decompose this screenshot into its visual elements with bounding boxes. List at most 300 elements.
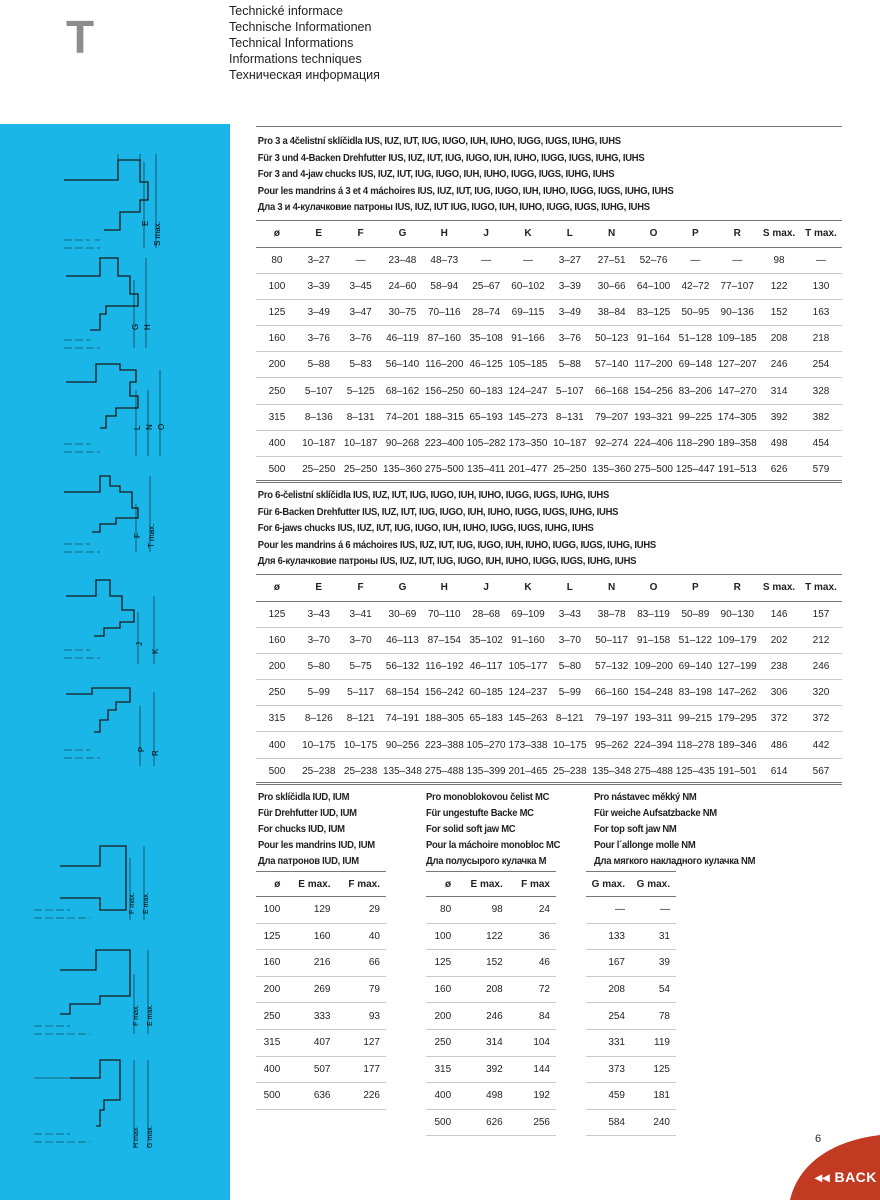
table-cell: 51–128 (674, 326, 716, 352)
table-cell: 25–238 (298, 758, 340, 784)
table-row (256, 732, 842, 758)
table-cell: 147–262 (716, 680, 758, 706)
table-row (256, 1003, 386, 1030)
column-header: F (340, 574, 382, 601)
table-row (586, 1003, 676, 1030)
table-cell: 173–350 (507, 430, 549, 456)
table-cell: 56–132 (382, 653, 424, 679)
table-cell: 135–360 (591, 457, 633, 483)
header-line: Informations techniques (229, 52, 362, 66)
table-cell: 179–295 (716, 706, 758, 732)
table-cell: 125–435 (674, 758, 716, 784)
table-cell: 68–162 (382, 378, 424, 404)
dim-label: L (133, 425, 142, 430)
table-cell: 152 (758, 299, 800, 325)
table-cell: 125 (256, 601, 298, 627)
table-cell: 320 (800, 680, 842, 706)
column-header: L (549, 574, 591, 601)
table-cell: 65–193 (465, 404, 507, 430)
table-cell: 373 (586, 1056, 631, 1083)
table-cell: 90–256 (382, 732, 424, 758)
table-cell: 167 (586, 950, 631, 977)
table-cell: 46–125 (465, 352, 507, 378)
table-cell: 269 (286, 976, 336, 1003)
table-cell: 38–84 (591, 299, 633, 325)
table-cell: 192 (509, 1083, 556, 1110)
table-row (586, 897, 676, 924)
table-header-row (256, 574, 842, 601)
table-section-iud-mc-nm (256, 782, 842, 1129)
column-header: L (549, 220, 591, 247)
table-cell: 87–160 (423, 326, 465, 352)
table-cell: — (340, 247, 382, 273)
table-cell: 315 (426, 1056, 457, 1083)
header-line: Technische Informationen (229, 20, 372, 34)
dim-label: R (151, 750, 160, 756)
jaw-diagram-3 (60, 360, 170, 460)
table-cell: 3–76 (549, 326, 591, 352)
table-cell: 65–183 (465, 706, 507, 732)
title-line: Pour l´allonge molle NM (594, 839, 696, 851)
table-cell: 91–164 (633, 326, 675, 352)
table-cell: 314 (758, 378, 800, 404)
table-row (426, 923, 556, 950)
column-header: G (382, 574, 424, 601)
table-cell: 5–88 (549, 352, 591, 378)
column-header: H (423, 220, 465, 247)
table-cell: 10–175 (340, 732, 382, 758)
column-header: T max. (800, 220, 842, 247)
table-cell: 145–263 (507, 706, 549, 732)
table-cell: 173–338 (507, 732, 549, 758)
table-cell: 124–237 (507, 680, 549, 706)
table-row (256, 601, 842, 627)
table-cell: 28–74 (465, 299, 507, 325)
table-cell: 91–158 (633, 627, 675, 653)
table-cell: 90–268 (382, 430, 424, 456)
title-line: Für ungestufte Backe MC (426, 807, 534, 819)
table-cell: 254 (586, 1003, 631, 1030)
table-cell: 83–125 (633, 299, 675, 325)
dim-label: E max. (147, 1004, 154, 1026)
table-cell: 105–177 (507, 653, 549, 679)
table-cell: 51–122 (674, 627, 716, 653)
table-cell: 5–88 (298, 352, 340, 378)
table-cell: 372 (800, 706, 842, 732)
table-cell: 154–256 (633, 378, 675, 404)
table-cell: 93 (337, 1003, 387, 1030)
table-cell: 188–315 (423, 404, 465, 430)
title-line: Pour les mandrins á 6 máchoires IUS, IUZ, IUT, IUG, IUGO, IUH, IUHO, IUGG, IUGS, IUHG, IUHS (257, 538, 656, 551)
column-header: J (465, 220, 507, 247)
table-cell: 3–70 (298, 627, 340, 653)
table-cell: 152 (457, 950, 509, 977)
table-cell: 193–311 (633, 706, 675, 732)
table-cell: 25–238 (340, 758, 382, 784)
table-cell: 87–154 (423, 627, 465, 653)
table-cell: 314 (457, 1029, 509, 1056)
table-cell: 254 (800, 352, 842, 378)
table-cell: 56–140 (382, 352, 424, 378)
table-cell: 74–201 (382, 404, 424, 430)
table-cell: 109–179 (716, 627, 758, 653)
table-cell: 226 (337, 1083, 387, 1110)
table-cell: 91–166 (507, 326, 549, 352)
table-cell: 328 (800, 378, 842, 404)
title-line: Дла 3 и 4-кулачковие патроны IUS, IUZ, IUT IUG, IUGO, IUH, IUHO, IUGG, IUGS, IUHG, IUHS (257, 201, 650, 213)
table-cell: 156–250 (423, 378, 465, 404)
table-cell: 400 (256, 1056, 286, 1083)
table-cell: 69–109 (507, 601, 549, 627)
header-titles (229, 3, 380, 83)
table-cell: 135–348 (591, 758, 633, 784)
table-row (256, 1029, 386, 1056)
table-cell: 24 (509, 897, 556, 924)
dim-label: F (133, 533, 142, 538)
table-cell: 191–501 (716, 758, 758, 784)
table-cell: 10–175 (298, 732, 340, 758)
back-button-shape[interactable] (790, 1135, 880, 1200)
table-row (256, 653, 842, 679)
table-cell: 118–290 (674, 430, 716, 456)
table-row (586, 1056, 676, 1083)
table-cell: 79–197 (591, 706, 633, 732)
column-header: T max. (800, 574, 842, 601)
table-cell: 3–43 (549, 601, 591, 627)
table-cell: 188–305 (423, 706, 465, 732)
table-cell: 250 (256, 680, 298, 706)
table-header-row (426, 872, 556, 897)
table-cell: 3–49 (298, 299, 340, 325)
table-cell: 400 (256, 732, 298, 758)
section-titles (256, 127, 783, 220)
table-cell: 392 (758, 404, 800, 430)
table-cell: 50–117 (591, 627, 633, 653)
table-cell: 208 (758, 326, 800, 352)
table-cell: 122 (457, 923, 509, 950)
table-cell: 156–242 (423, 680, 465, 706)
column-header: J (465, 574, 507, 601)
table-cell: 135–411 (465, 457, 507, 483)
double-arrow-left-icon: ◂◂ (815, 1169, 831, 1185)
table-cell: 74–191 (382, 706, 424, 732)
jaw-diagram-7 (30, 838, 170, 928)
table-cell: 3–27 (549, 247, 591, 273)
table-cell: 104 (509, 1029, 556, 1056)
jaw-diagram-9 (30, 1052, 170, 1152)
table-cell: 135–360 (382, 457, 424, 483)
table-cell: 275–488 (633, 758, 675, 784)
header-line: Техническая информация (229, 68, 380, 82)
table-cell: 42–72 (674, 273, 716, 299)
column-header: E max. (286, 872, 336, 897)
table-cell: — (716, 247, 758, 273)
table-cell: 48–73 (423, 247, 465, 273)
column-header: ø (256, 872, 286, 897)
table-cell: 240 (631, 1109, 676, 1136)
table-cell: 8–131 (340, 404, 382, 430)
table-cell: 8–136 (298, 404, 340, 430)
table-cell: 25–250 (298, 457, 340, 483)
table-cell: 5–125 (340, 378, 382, 404)
table-row (426, 1109, 556, 1136)
table-cell: 5–107 (298, 378, 340, 404)
table-row (256, 897, 386, 924)
table-cell: 72 (509, 976, 556, 1003)
dim-label: H max. (133, 1125, 140, 1148)
table-cell: 99–225 (674, 404, 716, 430)
title-line: Für 3 und 4-Backen Drehfutter IUS, IUZ, IUT, IUG, IUGO, IUH, IUHO, IUGG, IUGS, IUHG, IUHS (257, 151, 645, 164)
table-cell: 105–185 (507, 352, 549, 378)
column-header: ø (256, 574, 298, 601)
table-cell: 125 (256, 923, 286, 950)
table-cell: 3–76 (298, 326, 340, 352)
title-line: Pro 6-čelistní sklíčidla IUS, IUZ, IUT, IUG, IUGO, IUH, IUHO, IUGG, IUGS, IUHG, IUHS (257, 489, 609, 501)
table-cell: 127 (337, 1029, 387, 1056)
column-header: ø (426, 872, 457, 897)
table-cell: 500 (256, 758, 298, 784)
table-cell: 129 (286, 897, 336, 924)
table-cell: 36 (509, 923, 556, 950)
table-cell: 109–200 (633, 653, 675, 679)
table-cell: 250 (256, 1003, 286, 1030)
table-cell: 200 (256, 352, 298, 378)
table-cell: 83–198 (674, 680, 716, 706)
table-cell: 79 (337, 976, 387, 1003)
table-cell: 35–102 (465, 627, 507, 653)
title-line: For top soft jaw NM (594, 823, 677, 835)
table-cell: 100 (256, 897, 286, 924)
table-row (426, 1029, 556, 1056)
table-cell: 60–183 (465, 378, 507, 404)
column-header: P (674, 574, 716, 601)
table-cell: 70–110 (423, 601, 465, 627)
table-cell: 30–75 (382, 299, 424, 325)
table-cell: 95–262 (591, 732, 633, 758)
table-cell: 3–76 (340, 326, 382, 352)
column-header: K (507, 220, 549, 247)
table-cell: 147–270 (716, 378, 758, 404)
column-header: F (340, 220, 382, 247)
column-header: E max. (457, 872, 509, 897)
table-cell: 144 (509, 1056, 556, 1083)
table-row (426, 950, 556, 977)
table-cell: 3–39 (549, 273, 591, 299)
table-cell: 30–66 (591, 273, 633, 299)
title-line: Для 6-кулачковие патроны IUS, IUZ, IUT, IUG, IUGO, IUH, IUHO, IUGG, IUGS, IUHG, IUHS (257, 555, 637, 567)
title-line: Дла патронов IUD, IUM (258, 855, 359, 867)
section-letter: T (66, 11, 95, 63)
table-cell: 8–131 (549, 404, 591, 430)
table-cell: 181 (631, 1083, 676, 1110)
table-cell: 200 (256, 976, 286, 1003)
table-cell: 92–274 (591, 430, 633, 456)
jaw-diagram-1 (60, 150, 170, 250)
column-header: G max. (586, 872, 631, 897)
table-cell: 160 (256, 627, 298, 653)
table-cell: 100 (426, 923, 457, 950)
table-cell: 315 (256, 1029, 286, 1056)
table-cell: 315 (256, 404, 298, 430)
dim-label: S max. (153, 221, 162, 246)
table-cell: 69–115 (507, 299, 549, 325)
table-cell: 99–215 (674, 706, 716, 732)
table-cell: 119 (631, 1029, 676, 1056)
table-cell: 218 (800, 326, 842, 352)
dim-label: N (145, 424, 154, 430)
table-cell: 146 (758, 601, 800, 627)
column-header: O (633, 220, 675, 247)
table-cell: 105–282 (465, 430, 507, 456)
title-line: Für weiche Aufsatzbacke NM (594, 807, 717, 819)
table-cell: 10–175 (549, 732, 591, 758)
table-cell: 122 (758, 273, 800, 299)
table-cell: 189–358 (716, 430, 758, 456)
table-cell: 31 (631, 923, 676, 950)
column-header: E (298, 220, 340, 247)
table-cell: 78 (631, 1003, 676, 1030)
column-header: P (674, 220, 716, 247)
column-header: K (507, 574, 549, 601)
dim-label: E (141, 220, 150, 226)
table-cell: 246 (800, 653, 842, 679)
table-header-row (256, 872, 386, 897)
table-cell: 77–107 (716, 273, 758, 299)
table-row (586, 1029, 676, 1056)
table-row (256, 976, 386, 1003)
table-cell: 127–199 (716, 653, 758, 679)
table-cell: 246 (758, 352, 800, 378)
table-cell: 614 (758, 758, 800, 784)
table-row (256, 247, 842, 273)
dim-label: F max. (129, 892, 136, 914)
table-cell: 25–250 (340, 457, 382, 483)
table-cell: 83–206 (674, 378, 716, 404)
table-cell: 130 (800, 273, 842, 299)
table-cell: 193–321 (633, 404, 675, 430)
table-cell: 3–43 (298, 601, 340, 627)
table-cell: 216 (286, 950, 336, 977)
table-cell: 90–130 (716, 601, 758, 627)
table-cell: 250 (426, 1029, 457, 1056)
section-titles (256, 481, 783, 574)
table-row (586, 1083, 676, 1110)
table-cell: — (586, 897, 631, 924)
title-line: Für 6-Backen Drehfutter IUS, IUZ, IUT, IUG, IUGO, IUH, IUHO, IUGG, IUGS, IUHG, IUHS (257, 505, 619, 518)
table-cell: 200 (426, 1003, 457, 1030)
title-line: Дла полусырого кулачка M (426, 855, 547, 867)
table-cell: 27–51 (591, 247, 633, 273)
column-header: F max (509, 872, 556, 897)
table-header-row (586, 872, 676, 897)
table-cell: 83–119 (633, 601, 675, 627)
table-cell: 50–89 (674, 601, 716, 627)
table-cell: 400 (256, 430, 298, 456)
table-cell: 5–99 (298, 680, 340, 706)
table-cell: 109–185 (716, 326, 758, 352)
column-header: N (591, 220, 633, 247)
table-cell: 133 (586, 923, 631, 950)
table-cell: 5–107 (549, 378, 591, 404)
table-cell: 116–192 (423, 653, 465, 679)
column-header: F max. (337, 872, 387, 897)
table-section-3-4-jaw (256, 126, 842, 483)
table-row (426, 1083, 556, 1110)
table-cell: 79–207 (591, 404, 633, 430)
table-cell: 154–248 (633, 680, 675, 706)
table-cell: 60–102 (507, 273, 549, 299)
table-header-row (256, 220, 842, 247)
title-line: Pour les mandrins IUD, IUM (258, 839, 375, 851)
table-cell: 382 (800, 404, 842, 430)
table-cell: 24–60 (382, 273, 424, 299)
table-cell: 35–108 (465, 326, 507, 352)
column-header: S max. (758, 574, 800, 601)
table-cell: 3–47 (340, 299, 382, 325)
table-cell: 135–399 (465, 758, 507, 784)
table-cell: 315 (256, 706, 298, 732)
column-header: G max. (631, 872, 676, 897)
table-cell: 392 (457, 1056, 509, 1083)
table-cell: 202 (758, 627, 800, 653)
table-row (256, 758, 842, 784)
back-button[interactable] (815, 1169, 877, 1186)
table-cell: 498 (457, 1083, 509, 1110)
page-number: 6 (815, 1133, 822, 1145)
table-cell: 250 (256, 378, 298, 404)
table-row (256, 326, 842, 352)
table-cell: 3–45 (340, 273, 382, 299)
table-cell: 39 (631, 950, 676, 977)
table-row (256, 378, 842, 404)
table-cell: 23–48 (382, 247, 424, 273)
table-row (256, 299, 842, 325)
table-cell: 160 (286, 923, 336, 950)
table-cell: 191–513 (716, 457, 758, 483)
table-cell: 275–488 (423, 758, 465, 784)
title-line: For 3 and 4-jaw chucks IUS, IUZ, IUT, IUG, IUGO, IUH, IUHO, IUGG, IUGS, IUHG, IUHS (257, 168, 615, 180)
table-row (256, 430, 842, 456)
back-button-label: BACK (834, 1169, 877, 1185)
table-cell: 626 (758, 457, 800, 483)
jaw-diagram-8 (30, 944, 170, 1040)
table-cell: 626 (457, 1109, 509, 1136)
column-header: O (633, 574, 675, 601)
table-cell: 256 (509, 1109, 556, 1136)
table-cell: 500 (426, 1109, 457, 1136)
table-cell: — (800, 247, 842, 273)
table-cell: 8–121 (549, 706, 591, 732)
column-header: R (716, 574, 758, 601)
table-cell: 486 (758, 732, 800, 758)
table-cell: 66 (337, 950, 387, 977)
dim-label: E max. (143, 892, 150, 914)
dim-label: G max. (147, 1125, 154, 1148)
table-cell: 224–394 (633, 732, 675, 758)
iud-table (256, 871, 386, 1110)
table-cell: 5–99 (549, 680, 591, 706)
dim-label: O (157, 423, 166, 430)
table-cell: 145–273 (507, 404, 549, 430)
table-cell: 70–116 (423, 299, 465, 325)
column-header: R (716, 220, 758, 247)
table-cell: 80 (426, 897, 457, 924)
table-row (256, 273, 842, 299)
table-cell: 50–95 (674, 299, 716, 325)
dim-label: J (135, 642, 144, 646)
table-cell: 442 (800, 732, 842, 758)
table-row (256, 457, 842, 483)
